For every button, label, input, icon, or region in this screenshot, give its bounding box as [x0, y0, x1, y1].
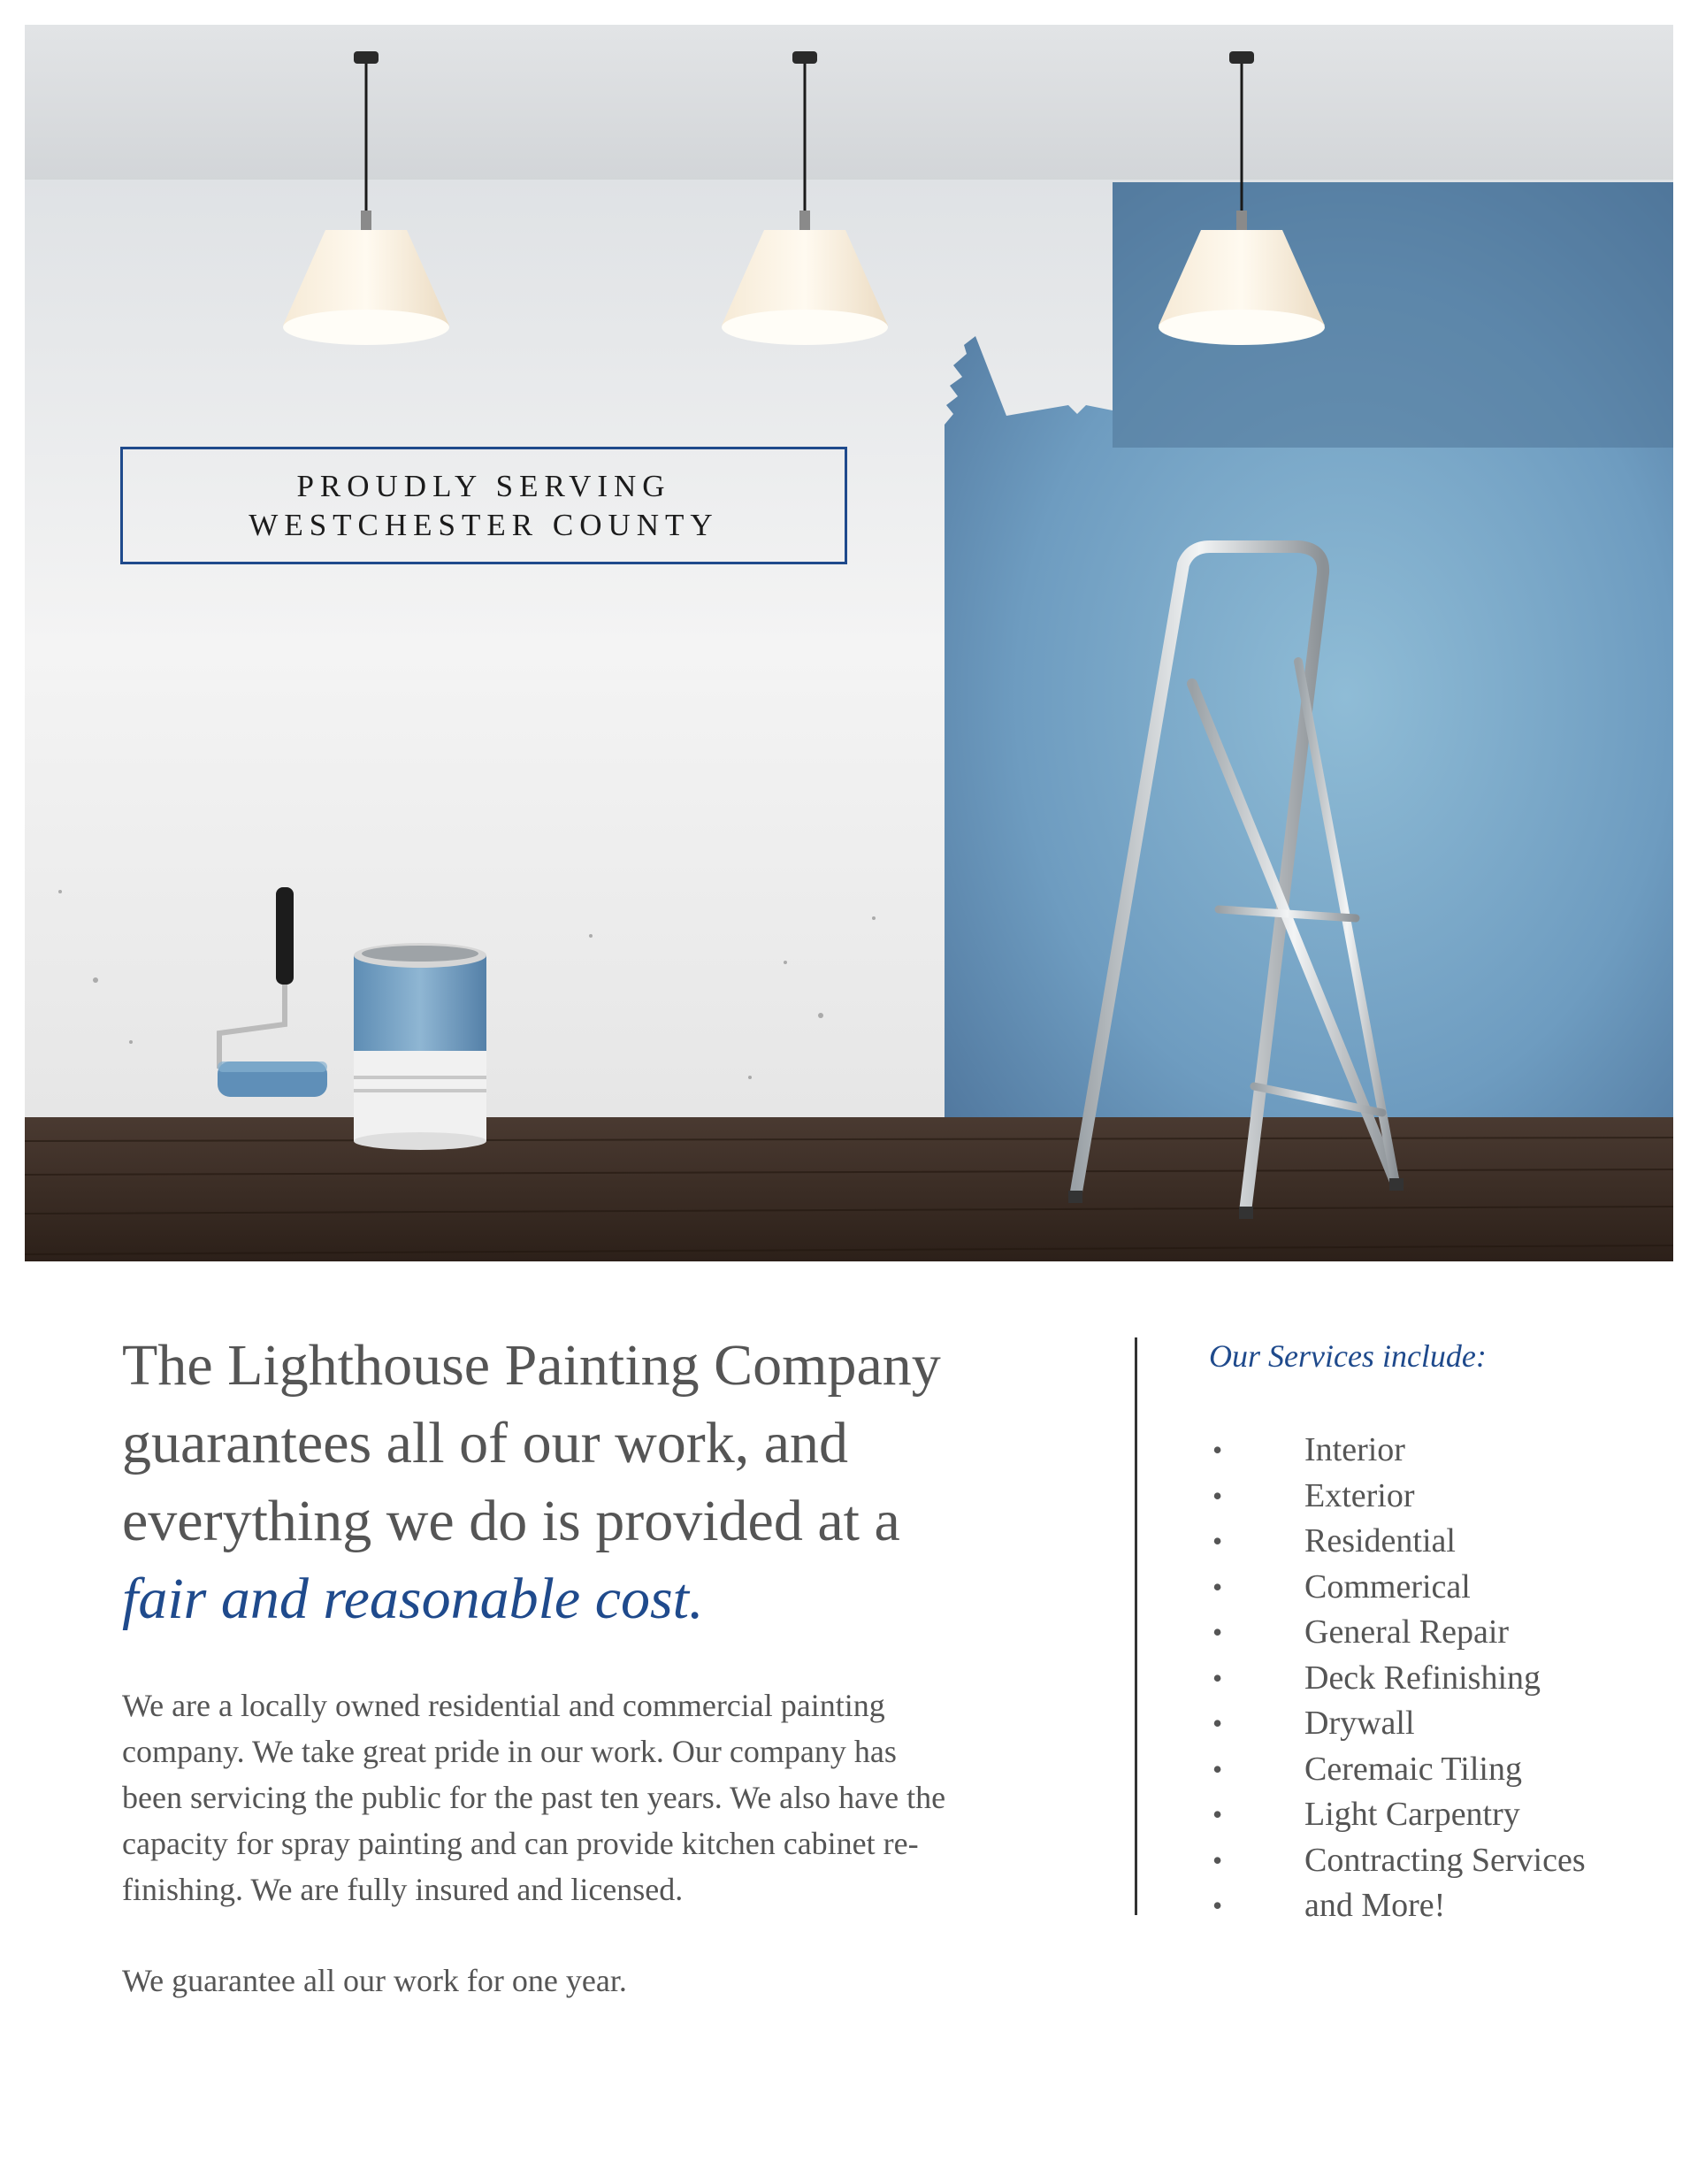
service-item	[1209, 1610, 1586, 1656]
service-area-badge	[120, 447, 847, 564]
company-description	[122, 1682, 1095, 1912]
services-heading: Our Services include:	[1209, 1338, 1487, 1374]
badge-line-2: WESTCHESTER COUNTY	[249, 507, 719, 542]
service-item	[1209, 1792, 1586, 1838]
service-item	[1209, 1883, 1586, 1929]
bullet-icon: •	[1212, 1434, 1223, 1466]
headline-accent: fair and reasonable cost.	[122, 1567, 704, 1631]
bullet-icon: •	[1212, 1525, 1223, 1557]
service-label: Interior	[1304, 1431, 1405, 1468]
service-label: Drywall	[1304, 1705, 1415, 1742]
service-item	[1209, 1838, 1586, 1884]
bullet-icon: •	[1212, 1843, 1223, 1876]
service-item	[1209, 1519, 1586, 1565]
description-line: been servicing the public for the past ten years. We also have the	[122, 1780, 946, 1815]
service-item	[1209, 1565, 1586, 1611]
service-item	[1209, 1701, 1586, 1747]
bullet-icon: •	[1212, 1661, 1223, 1694]
bullet-icon: •	[1212, 1479, 1223, 1512]
bullet-icon: •	[1212, 1798, 1223, 1830]
bullet-icon: •	[1212, 1707, 1223, 1739]
services-list	[1209, 1428, 1586, 1929]
description-line: finishing. We are fully insured and licensed.	[122, 1872, 684, 1907]
service-label: Residential	[1304, 1522, 1456, 1559]
service-label: Deck Refinishing	[1304, 1659, 1541, 1697]
column-divider	[1135, 1337, 1137, 1915]
hero-image	[25, 25, 1673, 1261]
bullet-icon: •	[1212, 1616, 1223, 1648]
bullet-icon: •	[1212, 1752, 1223, 1785]
service-item	[1209, 1428, 1586, 1474]
bullet-icon: •	[1212, 1570, 1223, 1603]
headline-line-3: everything we do is provided at a	[122, 1489, 900, 1553]
service-label: Light Carpentry	[1304, 1796, 1520, 1833]
service-item	[1209, 1656, 1586, 1702]
headline	[122, 1327, 1086, 1638]
service-item	[1209, 1474, 1586, 1520]
headline-line-2: guarantees all of our work, and	[122, 1411, 849, 1475]
guarantee-statement: We guarantee all our work for one year.	[122, 1963, 627, 1998]
description-line: capacity for spray painting and can provide kitchen cabinet re-	[122, 1826, 919, 1861]
service-label: Exterior	[1304, 1476, 1415, 1514]
service-label: Contracting Services	[1304, 1841, 1586, 1879]
service-label: General Repair	[1304, 1613, 1510, 1651]
headline-line-1: The Lighthouse Painting Company	[122, 1333, 941, 1398]
service-label: and More!	[1304, 1887, 1446, 1924]
description-line: company. We take great pride in our work. Our company has	[122, 1734, 897, 1769]
bullet-icon: •	[1212, 1889, 1223, 1921]
service-label: Commerical	[1304, 1567, 1471, 1605]
description-line: We are a locally owned residential and commercial painting	[122, 1688, 885, 1723]
service-label: Ceremaic Tiling	[1304, 1750, 1522, 1788]
service-item	[1209, 1747, 1586, 1793]
badge-line-1: PROUDLY SERVING	[296, 468, 671, 503]
